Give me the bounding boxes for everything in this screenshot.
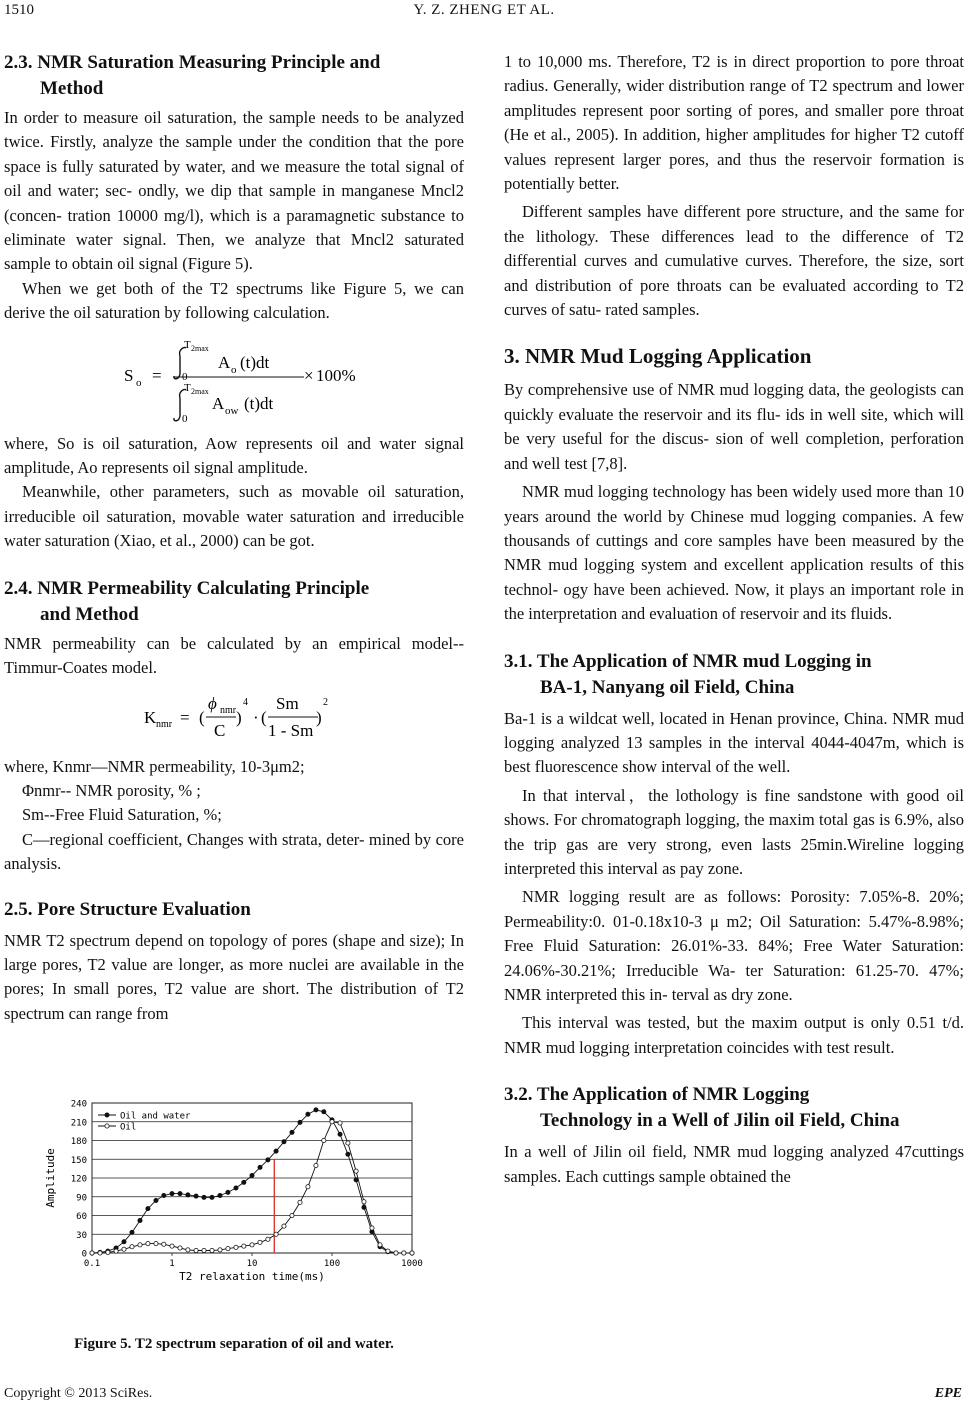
point-oil <box>218 1248 222 1252</box>
point-oil <box>290 1213 294 1217</box>
point-oil <box>266 1237 270 1241</box>
point-oil <box>338 1121 342 1125</box>
paragraph: Φnmr-- NMR porosity, % ; <box>22 780 201 800</box>
eq-c: C <box>214 720 226 740</box>
oil-saturation-equation <box>4 328 464 424</box>
x-tick-label: 10 <box>246 1259 258 1269</box>
x-tick-label: 0.1 <box>83 1259 101 1269</box>
point-oil <box>370 1226 374 1230</box>
point-oil <box>362 1200 366 1204</box>
point-oil <box>410 1251 414 1255</box>
point-oil-and-water <box>306 1112 310 1116</box>
eq-upper-limit-sub: 2max <box>191 386 209 396</box>
point-oil <box>258 1240 262 1244</box>
paragraph: In a well of Jilin oil field, NMR mud logging analyzed 47cuttings samples. Each cuttings sample obtained the <box>504 1142 964 1186</box>
y-tick-label: 180 <box>70 1137 87 1147</box>
running-header: Y. Z. ZHENG ET AL. <box>413 2 555 18</box>
point-oil-and-water <box>274 1149 278 1153</box>
legend-marker <box>105 1124 109 1128</box>
point-oil-and-water <box>154 1198 158 1202</box>
point-oil <box>306 1185 310 1189</box>
page-number: 1510 <box>4 2 34 18</box>
eq-lhs-sub: o <box>136 376 142 389</box>
paragraph: where, So is oil saturation, Aow represents oil and water signal amplitude, Ao represents oil signal amplitude. <box>4 433 464 478</box>
eq-exponent-2: 2 <box>323 696 328 708</box>
eq-equals: = <box>152 365 162 385</box>
paragraph: In order to measure oil saturation, the sample needs to be analyzed twice. Firstly, analyze the sample under the condition that the pore space is fully saturated by water, and we measure the total signal of oil and water; sec- ondly, we dip that sample in manganese Mncl2 (concen- tration 10000 mg/l), which is a paramagnetic substance to eliminate water signal. Then, we analyze that Mncl2 saturated sample to obtain oil signal (Figure 5). <box>4 108 464 274</box>
eq-lower-limit: 0 <box>182 412 188 424</box>
eq-denominator-sub: ow <box>225 404 239 417</box>
eq-denominator-integrand: (t)dt <box>244 393 274 413</box>
right-column <box>504 50 964 1189</box>
point-oil <box>298 1200 302 1204</box>
point-oil-and-water <box>242 1180 246 1184</box>
left-column <box>4 50 464 1026</box>
section-3-2-title <box>504 1082 964 1134</box>
point-oil <box>154 1242 158 1246</box>
point-oil <box>178 1246 182 1250</box>
paragraph: Different samples have different pore structure, and the same for the lithology. These differences lead to the difference of T2 differential curves and cumulative curves. Therefore, the size, sort and distribution of pore throats can be evaluated according to T2 curves of satu- rated samples. <box>504 202 964 320</box>
eq-sm: Sm <box>276 693 299 713</box>
point-oil-and-water <box>346 1152 350 1156</box>
point-oil <box>330 1120 334 1124</box>
eq-numerator-sub: o <box>231 363 237 376</box>
y-tick-label: 60 <box>76 1212 87 1222</box>
section-title-line: 2.3. NMR Saturation Measuring Principle and <box>4 52 381 73</box>
point-oil-and-water <box>338 1132 342 1136</box>
eq-open-paren: ( <box>199 707 205 727</box>
section-title-line: Method <box>40 78 104 99</box>
permeability-equation <box>4 687 464 751</box>
eq-close-paren: ) <box>236 707 242 727</box>
point-oil <box>274 1232 278 1236</box>
point-oil <box>346 1141 350 1145</box>
y-tick-label: 0 <box>81 1249 87 1260</box>
point-oil <box>106 1250 110 1254</box>
point-oil-and-water <box>146 1207 150 1211</box>
point-oil-and-water <box>202 1195 206 1199</box>
point-oil-and-water <box>234 1186 238 1190</box>
paragraph: By comprehensive use of NMR mud logging data, the geologists can quickly evaluate the reservoir and its flu- ids in well site, which will be very useful for the discus- sion of well completion, perforation and well test [7,8]. <box>504 380 964 473</box>
y-tick-label: 120 <box>70 1174 87 1185</box>
point-oil-and-water <box>130 1230 134 1234</box>
series-oil-line <box>92 1122 412 1253</box>
point-oil <box>314 1163 318 1167</box>
section-title-line: 3.2. The Application of NMR Logging <box>504 1084 810 1106</box>
point-oil <box>250 1243 254 1247</box>
paragraph: 1 to 10,000 ms. Therefore, T2 is in direct proportion to pore throat radius. Generally, wider distribution range of T2 spectrum and lower amplitudes represent poor sorting of pores, and smaller pore throat (He et al., 2005). In addition, higher amplitudes for higher T2 cutoff values represent larger pores, and thus the reservoir formation is potentially better. <box>504 52 964 194</box>
point-oil <box>138 1243 142 1247</box>
eq-percent: 100% <box>316 365 356 385</box>
point-oil <box>386 1249 390 1253</box>
point-oil-and-water <box>162 1193 166 1197</box>
series-oil-and-water-line <box>92 1110 412 1253</box>
x-tick-label: 100 <box>323 1259 341 1269</box>
point-oil-and-water <box>314 1108 318 1112</box>
x-tick-label: 1 <box>169 1259 175 1269</box>
eq-upper-limit: T <box>184 381 191 394</box>
eq-dot: · <box>253 707 259 727</box>
eq-lower-limit: 0 <box>182 370 188 383</box>
point-oil-and-water <box>282 1140 286 1144</box>
point-oil-and-water <box>226 1190 230 1194</box>
eq-lhs: S <box>124 365 134 385</box>
paragraph: C—regional coefficient, Changes with strata, deter- mined by core analysis. <box>4 829 464 874</box>
point-oil <box>354 1169 358 1173</box>
paragraph: NMR permeability can be calculated by an empirical model--Timmur-Coates model. <box>4 633 464 678</box>
paragraph: where, Knmr—NMR permeability, 10-3μm2; <box>4 756 305 776</box>
point-oil-and-water <box>250 1173 254 1177</box>
eq-upper-limit: T <box>184 338 191 351</box>
point-oil-and-water <box>218 1193 222 1197</box>
point-oil <box>122 1247 126 1251</box>
paragraph: Ba-1 is a wildcat well, located in Henan province, China. NMR mud logging analyzed 13 samples in the interval 4044-4047m, which is best fluorescence show interval of the well. <box>504 708 964 777</box>
y-tick-label: 240 <box>70 1099 87 1110</box>
point-oil <box>242 1244 246 1248</box>
section-2-5-title: 2.5. Pore Structure Evaluation <box>4 898 251 920</box>
x-axis-label: T2 relaxation time(ms) <box>179 1270 325 1283</box>
point-oil <box>394 1251 398 1255</box>
paragraph: NMR mud logging technology has been widely used more than 10 years around the world by Chinese mud logging companies. A few thousands of cuttings and core samples have been measured by the NMR mud logging system and excellent application results of this technol- ogy have been achieved. Now, it plays an important role in the interpretation and evaluation of reservoir and its fluids. <box>504 482 964 624</box>
legend-label: Oil <box>120 1122 137 1133</box>
paragraph: NMR logging result are as follows: Porosity: 7.05%-8. 20%; Permeability:0. 01-0.18x10-3 μ m2; Oil Saturation: 5.47%-8.98%; Free Fluid Saturation: 26.01%-33. 84%; Free Water Saturation: 24.06%-30.21%; Irreducible Wa- ter Saturation: 61.25-70. 47%; NMR interpreted this in- terval as dry zone. <box>504 887 964 1004</box>
eq-phi: ϕ <box>208 693 217 713</box>
section-title-line: Technology in a Well of Jilin oil Field, China <box>540 1110 900 1132</box>
section-2-4-title <box>4 576 464 628</box>
paragraph: In that interval，the lothology is fine sandstone with good oil shows. For chromatograph logging, the maxim total gas is 6.9%, also the trip gas are very strong, even lasts 25min.Wireline logging interpreted this interval as pay zone. <box>504 785 964 878</box>
point-oil <box>186 1248 190 1252</box>
section-title-line: 2.4. NMR Permeability Calculating Principle <box>4 577 370 599</box>
point-oil <box>210 1248 214 1252</box>
eq-k: K <box>144 707 157 727</box>
point-oil-and-water <box>258 1165 262 1169</box>
point-oil <box>194 1248 198 1252</box>
point-oil-and-water <box>298 1120 302 1124</box>
paragraph: NMR T2 spectrum depend on topology of pores (shape and size); In large pores, T2 value are longer, as more nuclei are available in the pores; In small pores, T2 value are short. The distribution of T2 spectrum can range from <box>4 930 464 1023</box>
eq-exponent-4: 4 <box>243 696 248 708</box>
eq-upper-limit-sub: 2max <box>191 343 209 353</box>
section-title-line: and Method <box>40 603 139 625</box>
legend-marker <box>105 1113 109 1117</box>
point-oil <box>170 1244 174 1248</box>
point-oil <box>130 1245 134 1249</box>
point-oil <box>378 1243 382 1247</box>
y-tick-label: 210 <box>70 1118 87 1129</box>
eq-open-paren: ( <box>261 707 267 727</box>
section-2-3-title <box>4 50 464 102</box>
point-oil <box>402 1251 406 1255</box>
point-oil-and-water <box>122 1240 126 1244</box>
journal-name: EPE <box>934 1386 962 1401</box>
copyright: Copyright © 2013 SciRes. <box>4 1386 153 1401</box>
point-oil-and-water <box>266 1158 270 1162</box>
paragraph: Meanwhile, other parameters, such as movable oil saturation, irreducible oil saturation, movable water saturation and irreducible water saturation (Xiao, et al., 2000) can be got. <box>4 482 464 551</box>
figure-caption: Figure 5. T2 spectrum separation of oil and water. <box>74 1336 394 1352</box>
point-oil <box>146 1242 150 1246</box>
x-tick-label: 1000 <box>401 1259 423 1269</box>
eq-numerator-integrand: (t)dt <box>240 352 270 372</box>
y-tick-label: 90 <box>76 1193 87 1204</box>
point-oil-and-water <box>322 1110 326 1114</box>
point-oil-and-water <box>194 1194 198 1198</box>
point-oil <box>322 1138 326 1142</box>
point-oil-and-water <box>210 1195 214 1199</box>
point-oil <box>114 1249 118 1253</box>
y-tick-label: 30 <box>76 1230 87 1241</box>
paragraph: Sm--Free Fluid Saturation, %; <box>22 805 222 825</box>
point-oil-and-water <box>186 1193 190 1197</box>
eq-one-minus-sm: 1 - Sm <box>268 720 314 740</box>
point-oil <box>202 1248 206 1252</box>
point-oil-and-water <box>290 1130 294 1134</box>
eq-numerator: A <box>218 352 231 372</box>
eq-k-sub: nmr <box>156 718 173 730</box>
point-oil-and-water <box>170 1192 174 1196</box>
y-tick-label: 150 <box>70 1155 87 1166</box>
legend-label: Oil and water <box>120 1111 191 1122</box>
eq-phi-sub: nmr <box>220 704 237 716</box>
eq-times: × <box>304 365 314 385</box>
point-oil-and-water <box>138 1218 142 1222</box>
paragraph: This interval was tested, but the maxim output is only 0.51 t/d. NMR mud logging interpretation coincides with test result. <box>504 1013 964 1057</box>
y-axis-label: Amplitude <box>44 1148 57 1208</box>
point-oil <box>282 1224 286 1228</box>
point-oil <box>90 1251 94 1255</box>
eq-close-paren: ) <box>316 707 322 727</box>
figure-5 <box>40 1093 430 1283</box>
point-oil <box>234 1245 238 1249</box>
eq-denominator: A <box>212 393 225 413</box>
section-title-line: 3.1. The Application of NMR mud Logging in <box>504 650 872 672</box>
point-oil <box>162 1242 166 1246</box>
section-3-1-title <box>504 649 964 701</box>
t2-spectrum-chart <box>40 1093 430 1283</box>
eq-equals: = <box>180 707 190 727</box>
point-oil <box>98 1251 102 1255</box>
paragraph: When we get both of the T2 spectrums like Figure 5, we can derive the oil saturation by following calculation. <box>4 278 464 323</box>
point-oil <box>226 1247 230 1251</box>
section-3-title: 3. NMR Mud Logging Application <box>504 344 812 369</box>
section-title-line: BA-1, Nanyang oil Field, China <box>540 676 795 698</box>
point-oil-and-water <box>178 1192 182 1196</box>
